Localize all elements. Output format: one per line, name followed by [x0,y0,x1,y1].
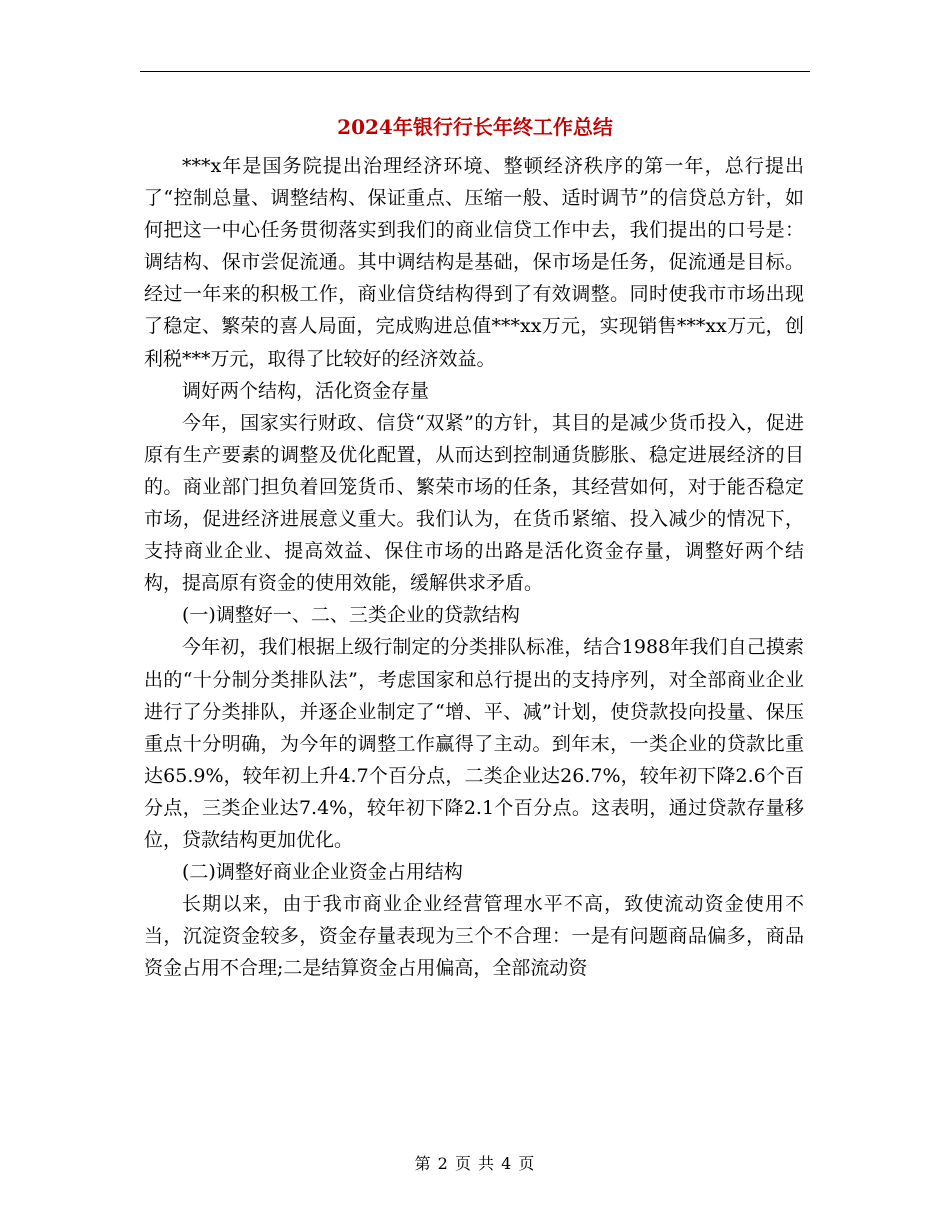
document-title: 2024年银行行长年终工作总结 [337,115,613,139]
page-number: 第 2 页 共 4 页 [414,1154,536,1173]
subsection-heading-1: (一)调整好一、二、三类企业的贷款结构 [182,604,520,627]
paragraph-subsection-1: 今年初，我们根据上级行制定的分类排队标准，结合1988年我们自己摸索出的“十分制分类排队法”，考虑国家和总行提出的支持序列，对全部商业企业进行了分类排队，并逐企业制定了“增、平、减”计划，使贷款投向投量、保压重点十分明确，为今年的调整工作赢得了主动。到年末，一类企业的贷款比重达65.9%，较年初上升4.7个百分点，二类企业达26.7%，较年初下降2.6个百分点，三类企业达7.4%，较年初下降2.1个百分点。这表明，通过贷款存量移位，贷款结构更加优化。 [144,636,804,851]
subsection-heading-2: (二)调整好商业企业资金占用结构 [182,861,463,884]
page-footer [0,1152,950,1176]
paragraph-intro: ***x年是国务院提出治理经济环境、整顿经济秩序的第一年，总行提出了“控制总量、调整结构、保证重点、压缩一般、适时调节”的信贷总方针，如何把这一中心任务贯彻落实到我们的商业信贷工作中去，我们提出的口号是：调结构、保市尝促流通。其中调结构是基础，保市场是任务，促流通是目标。经过一年来的积极工作，商业信贷结构得到了有效调整。同时使我市市场出现了稳定、繁荣的喜人局面，完成购进总值***xx万元，实现销售***xx万元，创利税***万元，取得了比较好的经济效益。 [144,155,804,370]
section-heading: 调好两个结构，活化资金存量 [182,379,430,402]
header-rule [140,71,810,72]
document-body [144,150,804,984]
paragraph-subsection-2: 长期以来，由于我市商业企业经营管理水平不高，致使流动资金使用不当，沉淀资金较多，资金存量表现为三个不合理：一是有问题商品偏多，商品资金占用不合理;二是结算资金占用偏高，全部流动资 [144,893,804,980]
paragraph-section-body: 今年，国家实行财政、信贷“双紧”的方针，其目的是减少货币投入，促进原有生产要素的调整及优化配置，从而达到控制通货膨胀、稳定进展经济的目的。商业部门担负着回笼货币、繁荣市场的任条，其经营如何，对于能否稳定市场，促进经济进展意义重大。我们认为，在货币紧缩、投入减少的情况下，支持商业企业、提高效益、保住市场的出路是活化资金存量，调整好两个结构，提高原有资金的使用效能，缓解供求矛盾。 [144,411,804,595]
